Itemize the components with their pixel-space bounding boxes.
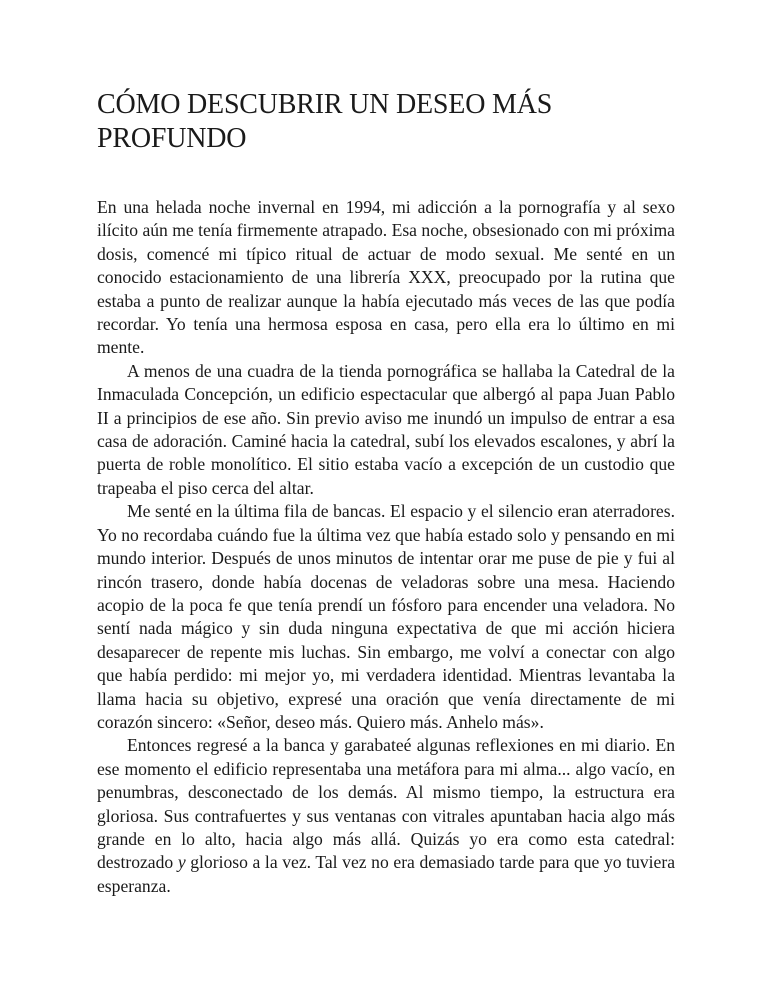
paragraph-4	[97, 734, 675, 898]
chapter-body	[97, 196, 675, 898]
chapter-title: CÓMO DESCUBRIR UN DESEO MÁS PROFUNDO	[97, 89, 553, 154]
paragraph-4-text-after: glorioso a la vez. Tal vez no era demasiado tarde para que yo tuviera esperanza.	[97, 852, 676, 896]
paragraph-4-text-before: Entonces regresé a la banca y garabateé algunas reflexiones en mi diario. En ese momento el edificio representaba una metáfora para mi alma... algo vacío, en penumbras, desconectado de los demás. Al mismo tiempo, la estructura era gloriosa. Sus contrafuertes y sus ventanas con vitrales apuntaban hacia algo más grande en lo alto, hacia algo más allá. Quizás yo era como esta catedral: destrozado	[97, 735, 675, 873]
document-page	[97, 88, 675, 898]
paragraph-2: A menos de una cuadra de la tienda pornográfica se hallaba la Catedral de la Inmaculada Concepción, un edificio espectacular que albergó al papa Juan Pablo II a principios de ese año. Sin previo aviso me inundó un impulso de entrar a esa casa de adoración. Caminé hacia la catedral, subí los elevados escalones, y abrí la puerta de roble monolítico. El sitio estaba vacío a excepción de un custodio que trapeaba el piso cerca del altar.	[97, 360, 675, 498]
paragraph-1: En una helada noche invernal en 1994, mi adicción a la pornografía y al sexo ilícito aún me tenía firmemente atrapado. Esa noche, obsesionado con mi próxima dosis, comencé mi típico ritual de actuar de modo sexual. Me senté en un conocido estacionamiento de una librería XXX, preocupado por la rutina que estaba a punto de realizar aunque la había ejecutado más veces de las que podía recordar. Yo tenía una hermosa esposa en casa, pero ella era lo último en mi mente.	[97, 197, 675, 358]
paragraph-4-italic-word: y	[177, 852, 186, 873]
paragraph-3: Me senté en la última fila de bancas. El espacio y el silencio eran aterradores. Yo no recordaba cuándo fue la última vez que había estado solo y pensando en mi mundo interior. Después de unos minutos de intentar orar me puse de pie y fui al rincón trasero, donde había docenas de veladoras sobre una mesa. Haciendo acopio de la poca fe que tenía prendí un fósforo para encender una veladora. No sentí nada mágico y sin duda ninguna expectativa de que mi acción hiciera desaparecer de repente mis luchas. Sin embargo, me volví a conectar con algo que había perdido: mi mejor yo, mi verdadera identidad. Mientras levantaba la llama hacia su objetivo, expresé una oración que venía directamente de mi corazón sincero: «Señor, deseo más. Quiero más. Anhelo más».	[97, 501, 675, 732]
